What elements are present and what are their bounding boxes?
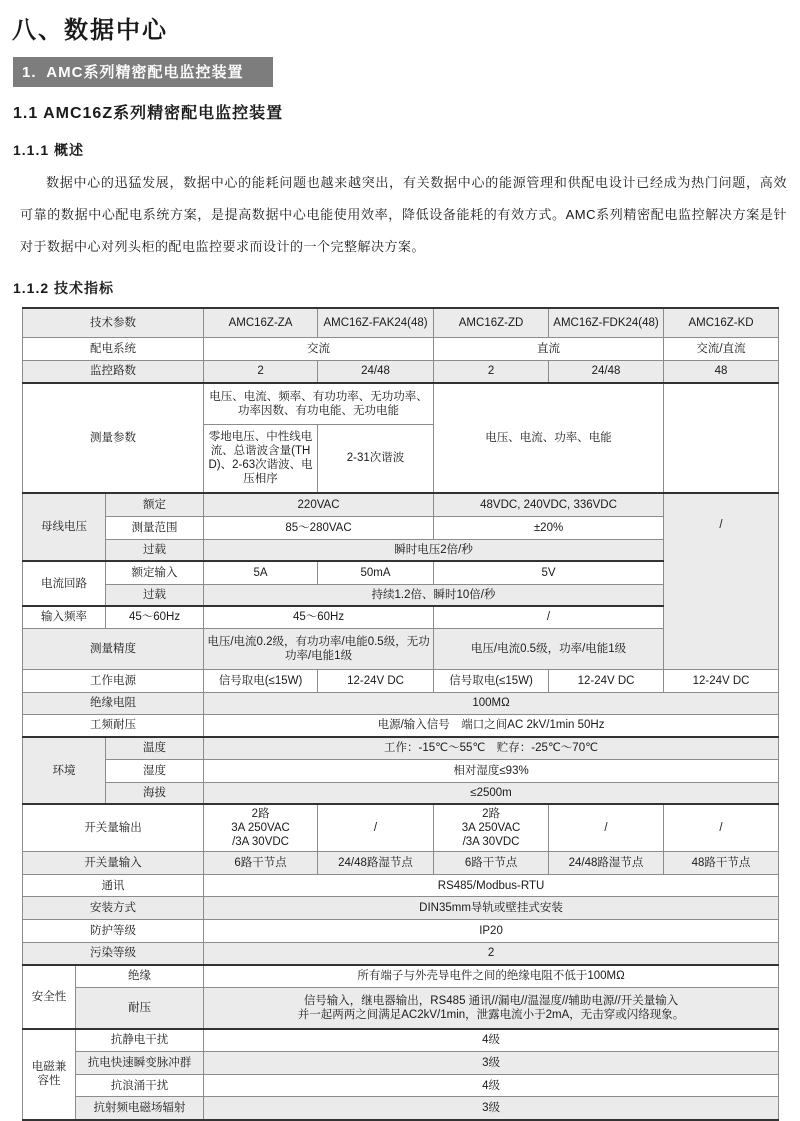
row-label: 通讯 bbox=[23, 875, 204, 897]
spec-cell: 12-24V DC bbox=[318, 669, 434, 692]
table-row bbox=[23, 1097, 779, 1120]
spec-cell: 零地电压、中性线电流、总谐波含量(THD)、2-63次谐波、电压相序 bbox=[204, 424, 318, 493]
spec-cell: 信号取电(≤15W) bbox=[434, 669, 549, 692]
spec-cell: 所有端子与外壳导电件之间的绝缘电阻不低于100MΩ bbox=[204, 965, 779, 988]
table-row bbox=[23, 1075, 779, 1097]
spec-cell: / bbox=[664, 804, 779, 852]
row-label: 绝缘电阻 bbox=[23, 692, 204, 714]
spec-cell: 5V bbox=[434, 561, 664, 584]
spec-cell: 电压/电流0.5级，功率/电能1级 bbox=[434, 628, 664, 669]
table-row bbox=[23, 714, 779, 737]
spec-cell: 24/48 bbox=[318, 360, 434, 383]
spec-cell: 12-24V DC bbox=[549, 669, 664, 692]
spec-cell: 2路 3A 250VAC /3A 30VDC bbox=[434, 804, 549, 852]
spec-cell: 24/48路湿节点 bbox=[318, 852, 434, 875]
spec-cell: 电压/电流0.2级，有功功率/电能0.5级，无功功率/电能1级 bbox=[204, 628, 434, 669]
column-header-param: 技术参数 bbox=[23, 308, 204, 337]
spec-cell: 24/48路湿节点 bbox=[549, 852, 664, 875]
spec-cell: 3级 bbox=[204, 1097, 779, 1120]
row-label: 安全性 bbox=[23, 965, 76, 1029]
sub-row-label: 额定输入 bbox=[106, 561, 204, 584]
spec-cell: 4级 bbox=[204, 1029, 779, 1052]
row-label: 母线电压 bbox=[23, 493, 106, 561]
spec-cell: RS485/Modbus-RTU bbox=[204, 875, 779, 897]
spec-cell: / bbox=[549, 804, 664, 852]
sub-row-label: 抗浪涌干扰 bbox=[76, 1075, 204, 1097]
table-row bbox=[23, 308, 779, 337]
spec-cell: 相对湿度≤93% bbox=[204, 759, 779, 782]
spec-cell: IP20 bbox=[204, 920, 779, 943]
table-row bbox=[23, 669, 779, 692]
spec-cell: 6路干节点 bbox=[434, 852, 549, 875]
table-row bbox=[23, 737, 779, 759]
spec-cell: 85～280VAC bbox=[204, 516, 434, 539]
spec-table bbox=[22, 307, 779, 1121]
spec-cell: 24/48 bbox=[549, 360, 664, 383]
spec-cell bbox=[664, 383, 779, 493]
page-title: 八、数据中心 bbox=[12, 17, 168, 44]
table-row bbox=[23, 782, 779, 804]
row-label: 开关量输入 bbox=[23, 852, 204, 875]
table-row bbox=[23, 493, 779, 516]
table-row bbox=[23, 965, 779, 988]
spec-cell: 50mA bbox=[318, 561, 434, 584]
row-label: 电磁兼 容性 bbox=[23, 1029, 76, 1120]
spec-cell: / bbox=[664, 493, 779, 669]
spec-cell: 电源/输入信号 端口之间AC 2kV/1min 50Hz bbox=[204, 714, 779, 737]
spec-cell: 48 bbox=[664, 360, 779, 383]
row-label: 安装方式 bbox=[23, 897, 204, 920]
spec-cell: 持续1.2倍、瞬时10倍/秒 bbox=[204, 584, 664, 606]
sub-row-label: 湿度 bbox=[106, 759, 204, 782]
row-label: 开关量输出 bbox=[23, 804, 204, 852]
spec-cell: 交流 bbox=[204, 337, 434, 360]
sub-row-label: 温度 bbox=[106, 737, 204, 759]
spec-cell: 2-31次谐波 bbox=[318, 424, 434, 493]
row-label: 工频耐压 bbox=[23, 714, 204, 737]
spec-cell: 工作：-15℃～55℃ 贮存：-25℃～70℃ bbox=[204, 737, 779, 759]
table-row bbox=[23, 360, 779, 383]
spec-cell: / bbox=[318, 804, 434, 852]
row-label: 工作电源 bbox=[23, 669, 204, 692]
table-row bbox=[23, 943, 779, 965]
spec-cell: / bbox=[434, 606, 664, 628]
column-header-model: AMC16Z-ZA bbox=[204, 308, 318, 337]
spec-cell: 信号输入，继电器输出，RS485 通讯//漏电//温湿度//辅助电源//开关量输入 并一起两两之间满足AC2kV/1min，泄露电流小于2mA，无击穿或闪络现象。 bbox=[204, 988, 779, 1029]
sub-row-label: 过载 bbox=[106, 539, 204, 561]
column-header-model: AMC16Z-KD bbox=[664, 308, 779, 337]
table-row bbox=[23, 988, 779, 1029]
overview-paragraph: 数据中心的迅猛发展，数据中心的能耗问题也越来越突出，有关数据中心的能源管理和供配电设计已经成为热门问题，高效可靠的数据中心配电系统方案，是提高数据中心电能使用效率，降低设备能耗的有效方式。AMC系列精密配电监控解决方案是针对于数据中心对列头柜的配电监控要求而设计的一个完整解决方案。 bbox=[20, 175, 787, 254]
spec-cell: 5A bbox=[204, 561, 318, 584]
spec-cell: 2 bbox=[204, 943, 779, 965]
specs-heading: 1.1.2 技术指标 bbox=[13, 280, 115, 296]
sub-row-label: 绝缘 bbox=[76, 965, 204, 988]
spec-cell: 220VAC bbox=[204, 493, 434, 516]
sub-row-label: 45～60Hz bbox=[106, 606, 204, 628]
row-label: 测量参数 bbox=[23, 383, 204, 493]
table-row bbox=[23, 337, 779, 360]
table-row bbox=[23, 1029, 779, 1052]
spec-cell: 4级 bbox=[204, 1075, 779, 1097]
sub-row-label: 额定 bbox=[106, 493, 204, 516]
row-label: 防护等级 bbox=[23, 920, 204, 943]
spec-cell: 信号取电(≤15W) bbox=[204, 669, 318, 692]
spec-cell: ±20% bbox=[434, 516, 664, 539]
overview-heading: 1.1.1 概述 bbox=[13, 142, 85, 158]
table-row bbox=[23, 692, 779, 714]
spec-cell: 电压、电流、频率、有功功率、无功功率、功率因数、有功电能、无功电能 bbox=[204, 383, 434, 424]
row-label: 电流回路 bbox=[23, 561, 106, 606]
table-row bbox=[23, 897, 779, 920]
spec-cell: 3级 bbox=[204, 1052, 779, 1075]
spec-cell: 6路干节点 bbox=[204, 852, 318, 875]
column-header-model: AMC16Z-FAK24(48) bbox=[318, 308, 434, 337]
sub-row-label: 抗静电干扰 bbox=[76, 1029, 204, 1052]
sub-row-label: 耐压 bbox=[76, 988, 204, 1029]
table-row bbox=[23, 920, 779, 943]
spec-cell: 电压、电流、功率、电能 bbox=[434, 383, 664, 493]
section-banner: 1. AMC系列精密配电监控装置 bbox=[13, 57, 273, 87]
sub-row-label: 过载 bbox=[106, 584, 204, 606]
spec-cell: 100MΩ bbox=[204, 692, 779, 714]
spec-cell: DIN35mm导轨或壁挂式安装 bbox=[204, 897, 779, 920]
table-row bbox=[23, 759, 779, 782]
table-row bbox=[23, 852, 779, 875]
spec-cell: 12-24V DC bbox=[664, 669, 779, 692]
spec-cell: ≤2500m bbox=[204, 782, 779, 804]
table-row bbox=[23, 875, 779, 897]
sub-row-label: 抗射频电磁场辐射 bbox=[76, 1097, 204, 1120]
spec-cell: 48路干节点 bbox=[664, 852, 779, 875]
row-label: 测量精度 bbox=[23, 628, 204, 669]
column-header-model: AMC16Z-ZD bbox=[434, 308, 549, 337]
spec-cell: 2 bbox=[204, 360, 318, 383]
sub-row-label: 测量范围 bbox=[106, 516, 204, 539]
table-row bbox=[23, 1052, 779, 1075]
spec-cell: 45～60Hz bbox=[204, 606, 434, 628]
spec-table-body bbox=[23, 308, 779, 1120]
document-page bbox=[0, 10, 800, 1114]
spec-cell: 交流/直流 bbox=[664, 337, 779, 360]
table-row bbox=[23, 383, 779, 424]
table-row bbox=[23, 804, 779, 852]
spec-cell: 48VDC, 240VDC, 336VDC bbox=[434, 493, 664, 516]
row-label: 污染等级 bbox=[23, 943, 204, 965]
row-label: 环境 bbox=[23, 737, 106, 804]
row-label: 输入频率 bbox=[23, 606, 106, 628]
spec-cell: 2路 3A 250VAC /3A 30VDC bbox=[204, 804, 318, 852]
spec-cell: 直流 bbox=[434, 337, 664, 360]
subsection-title: 1.1 AMC16Z系列精密配电监控装置 bbox=[13, 105, 284, 122]
sub-row-label: 抗电快速瞬变脉冲群 bbox=[76, 1052, 204, 1075]
spec-cell: 瞬时电压2倍/秒 bbox=[204, 539, 664, 561]
column-header-model: AMC16Z-FDK24(48) bbox=[549, 308, 664, 337]
sub-row-label: 海拔 bbox=[106, 782, 204, 804]
spec-cell: 2 bbox=[434, 360, 549, 383]
row-label: 配电系统 bbox=[23, 337, 204, 360]
row-label: 监控路数 bbox=[23, 360, 204, 383]
